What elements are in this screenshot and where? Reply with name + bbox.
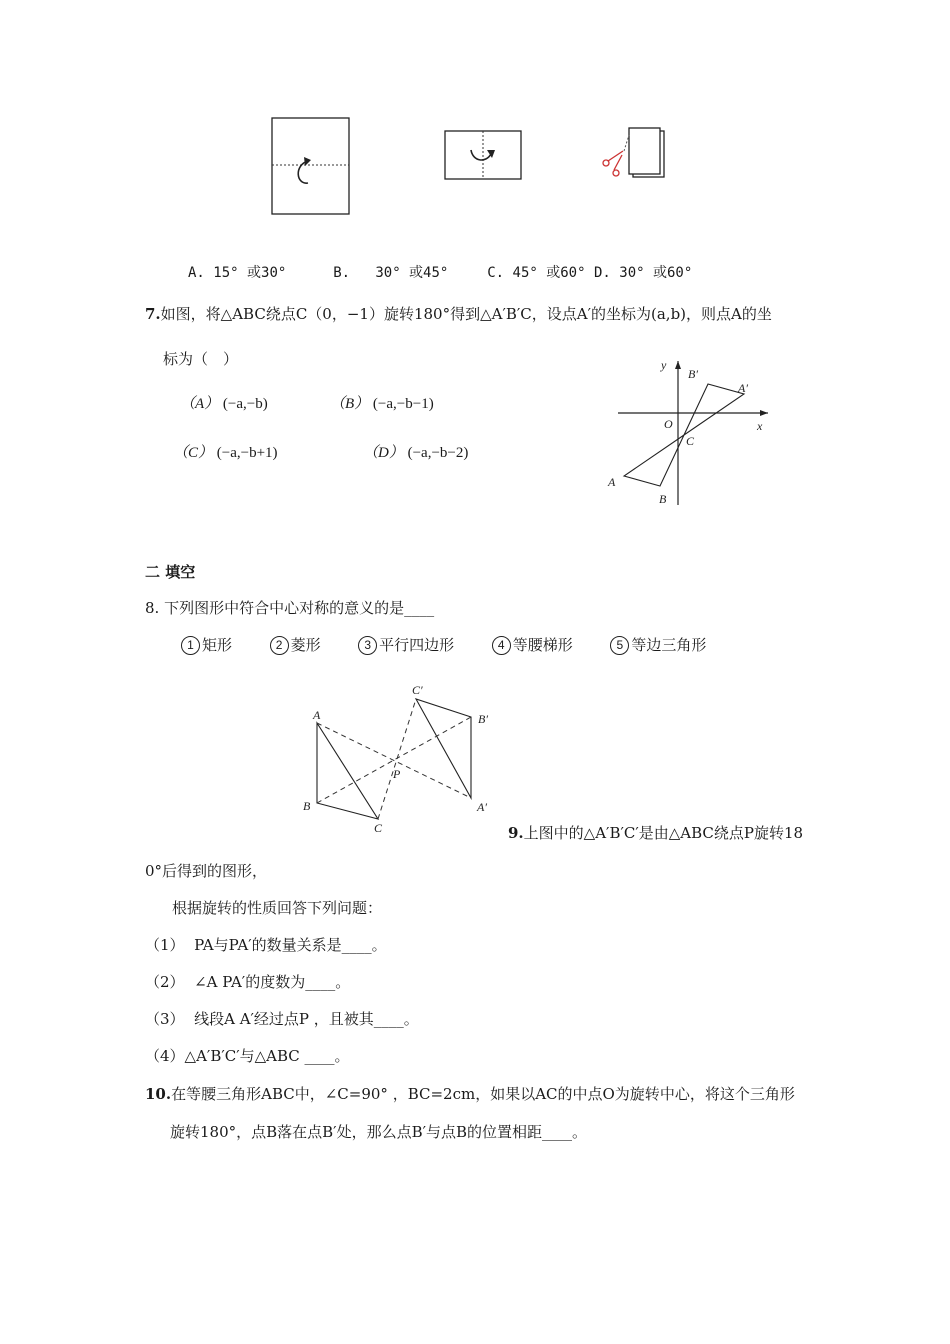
- q6-options: [188, 262, 692, 282]
- q10-line1: 10.在等腰三角形ABC中，∠C=90° ，BC=2cm，如果以AC的中点O为旋转中心，将这个三角形: [145, 1085, 795, 1103]
- scissors-icon: [603, 151, 623, 176]
- fold-figure-2: [442, 128, 524, 182]
- point-label-p: P: [393, 767, 401, 781]
- q8-option-1[interactable]: 1 矩形: [181, 636, 232, 654]
- point-label-a: A: [313, 708, 321, 722]
- q7-coordinate-figure: [600, 355, 780, 515]
- q6-option-a[interactable]: A. 15° 或30°: [188, 265, 287, 281]
- q9-sub-2: （2） ∠A PA′的度数为____。: [145, 973, 351, 991]
- origin-label: O: [664, 417, 673, 431]
- question-number: 7.: [145, 305, 161, 323]
- point-label-a-prime: A′: [738, 381, 748, 395]
- fold-figure-1: [268, 115, 356, 219]
- q7-option-b[interactable]: （B） (−a,−b−1): [330, 396, 434, 412]
- q8-option-5[interactable]: 5 等边三角形: [610, 636, 706, 654]
- q9-sub-4: （4）△A′B′C′与△ABC ____。: [145, 1047, 350, 1065]
- axis-label-y: y: [661, 358, 667, 372]
- question-number: 9.: [508, 824, 524, 842]
- fold-figure-3: [598, 125, 672, 185]
- q8-option-3[interactable]: 3 平行四边形: [358, 636, 454, 654]
- q7-stem-line2: 标为（ ）: [163, 350, 239, 368]
- point-label-c: C: [686, 434, 695, 448]
- q8-option-2[interactable]: 2 菱形: [270, 636, 321, 654]
- q8-option-4[interactable]: 4 等腰梯形: [492, 636, 573, 654]
- q9-sub-1: （1） PA与PA′的数量关系是____。: [145, 936, 387, 954]
- point-label-c-prime: C′: [412, 683, 423, 697]
- q6-option-b[interactable]: B. 30° 或45°: [333, 265, 449, 281]
- point-label-a-prime: A′: [477, 800, 487, 814]
- point-label-b-prime: B′: [478, 712, 488, 726]
- q9-stem-line2: 0°后得到的图形，: [145, 862, 268, 880]
- q7-option-d[interactable]: （D） (−a,−b−2): [363, 445, 469, 461]
- point-label-a: A: [608, 475, 616, 489]
- point-label-c: C: [374, 821, 383, 835]
- q10-line2: 旋转180°，点B落在点B′处，那么点B′与点B的位置相距____。: [170, 1123, 588, 1141]
- q6-option-c[interactable]: C. 45° 或60°: [487, 265, 586, 281]
- point-label-b: B: [659, 492, 667, 506]
- q6-option-d[interactable]: D. 30° 或60°: [593, 265, 693, 281]
- q9-sub-3: （3） 线段A A′经过点P ，且被其____。: [145, 1010, 419, 1028]
- question-number: 8.: [145, 599, 160, 617]
- q7-option-c[interactable]: （C） (−a,−b+1): [173, 445, 278, 461]
- q8-stem: 8. 下列图形中符合中心对称的意义的是____: [145, 599, 435, 617]
- q7-option-a[interactable]: （A） (−a,−b): [180, 396, 268, 412]
- q7-stem-line1: 7.如图，将△ABC绕点C（0，−1）旋转180°得到△A′B′C，设点A′的坐标为(a,b)，则点A的坐: [145, 305, 772, 323]
- q9-intro: 根据旋转的性质回答下列问题：: [172, 899, 383, 917]
- axis-label-x: x: [757, 419, 763, 433]
- q9-stem-line1: 9.上图中的△A′B′C′是由△ABC绕点P旋转18: [508, 824, 804, 842]
- q9-rotation-figure: [296, 678, 506, 838]
- point-label-b-prime: B′: [688, 367, 698, 381]
- point-label-b: B: [303, 799, 311, 813]
- question-number: 10.: [145, 1085, 172, 1103]
- section-title: 二 填空: [145, 563, 196, 581]
- q8-options: [181, 634, 706, 655]
